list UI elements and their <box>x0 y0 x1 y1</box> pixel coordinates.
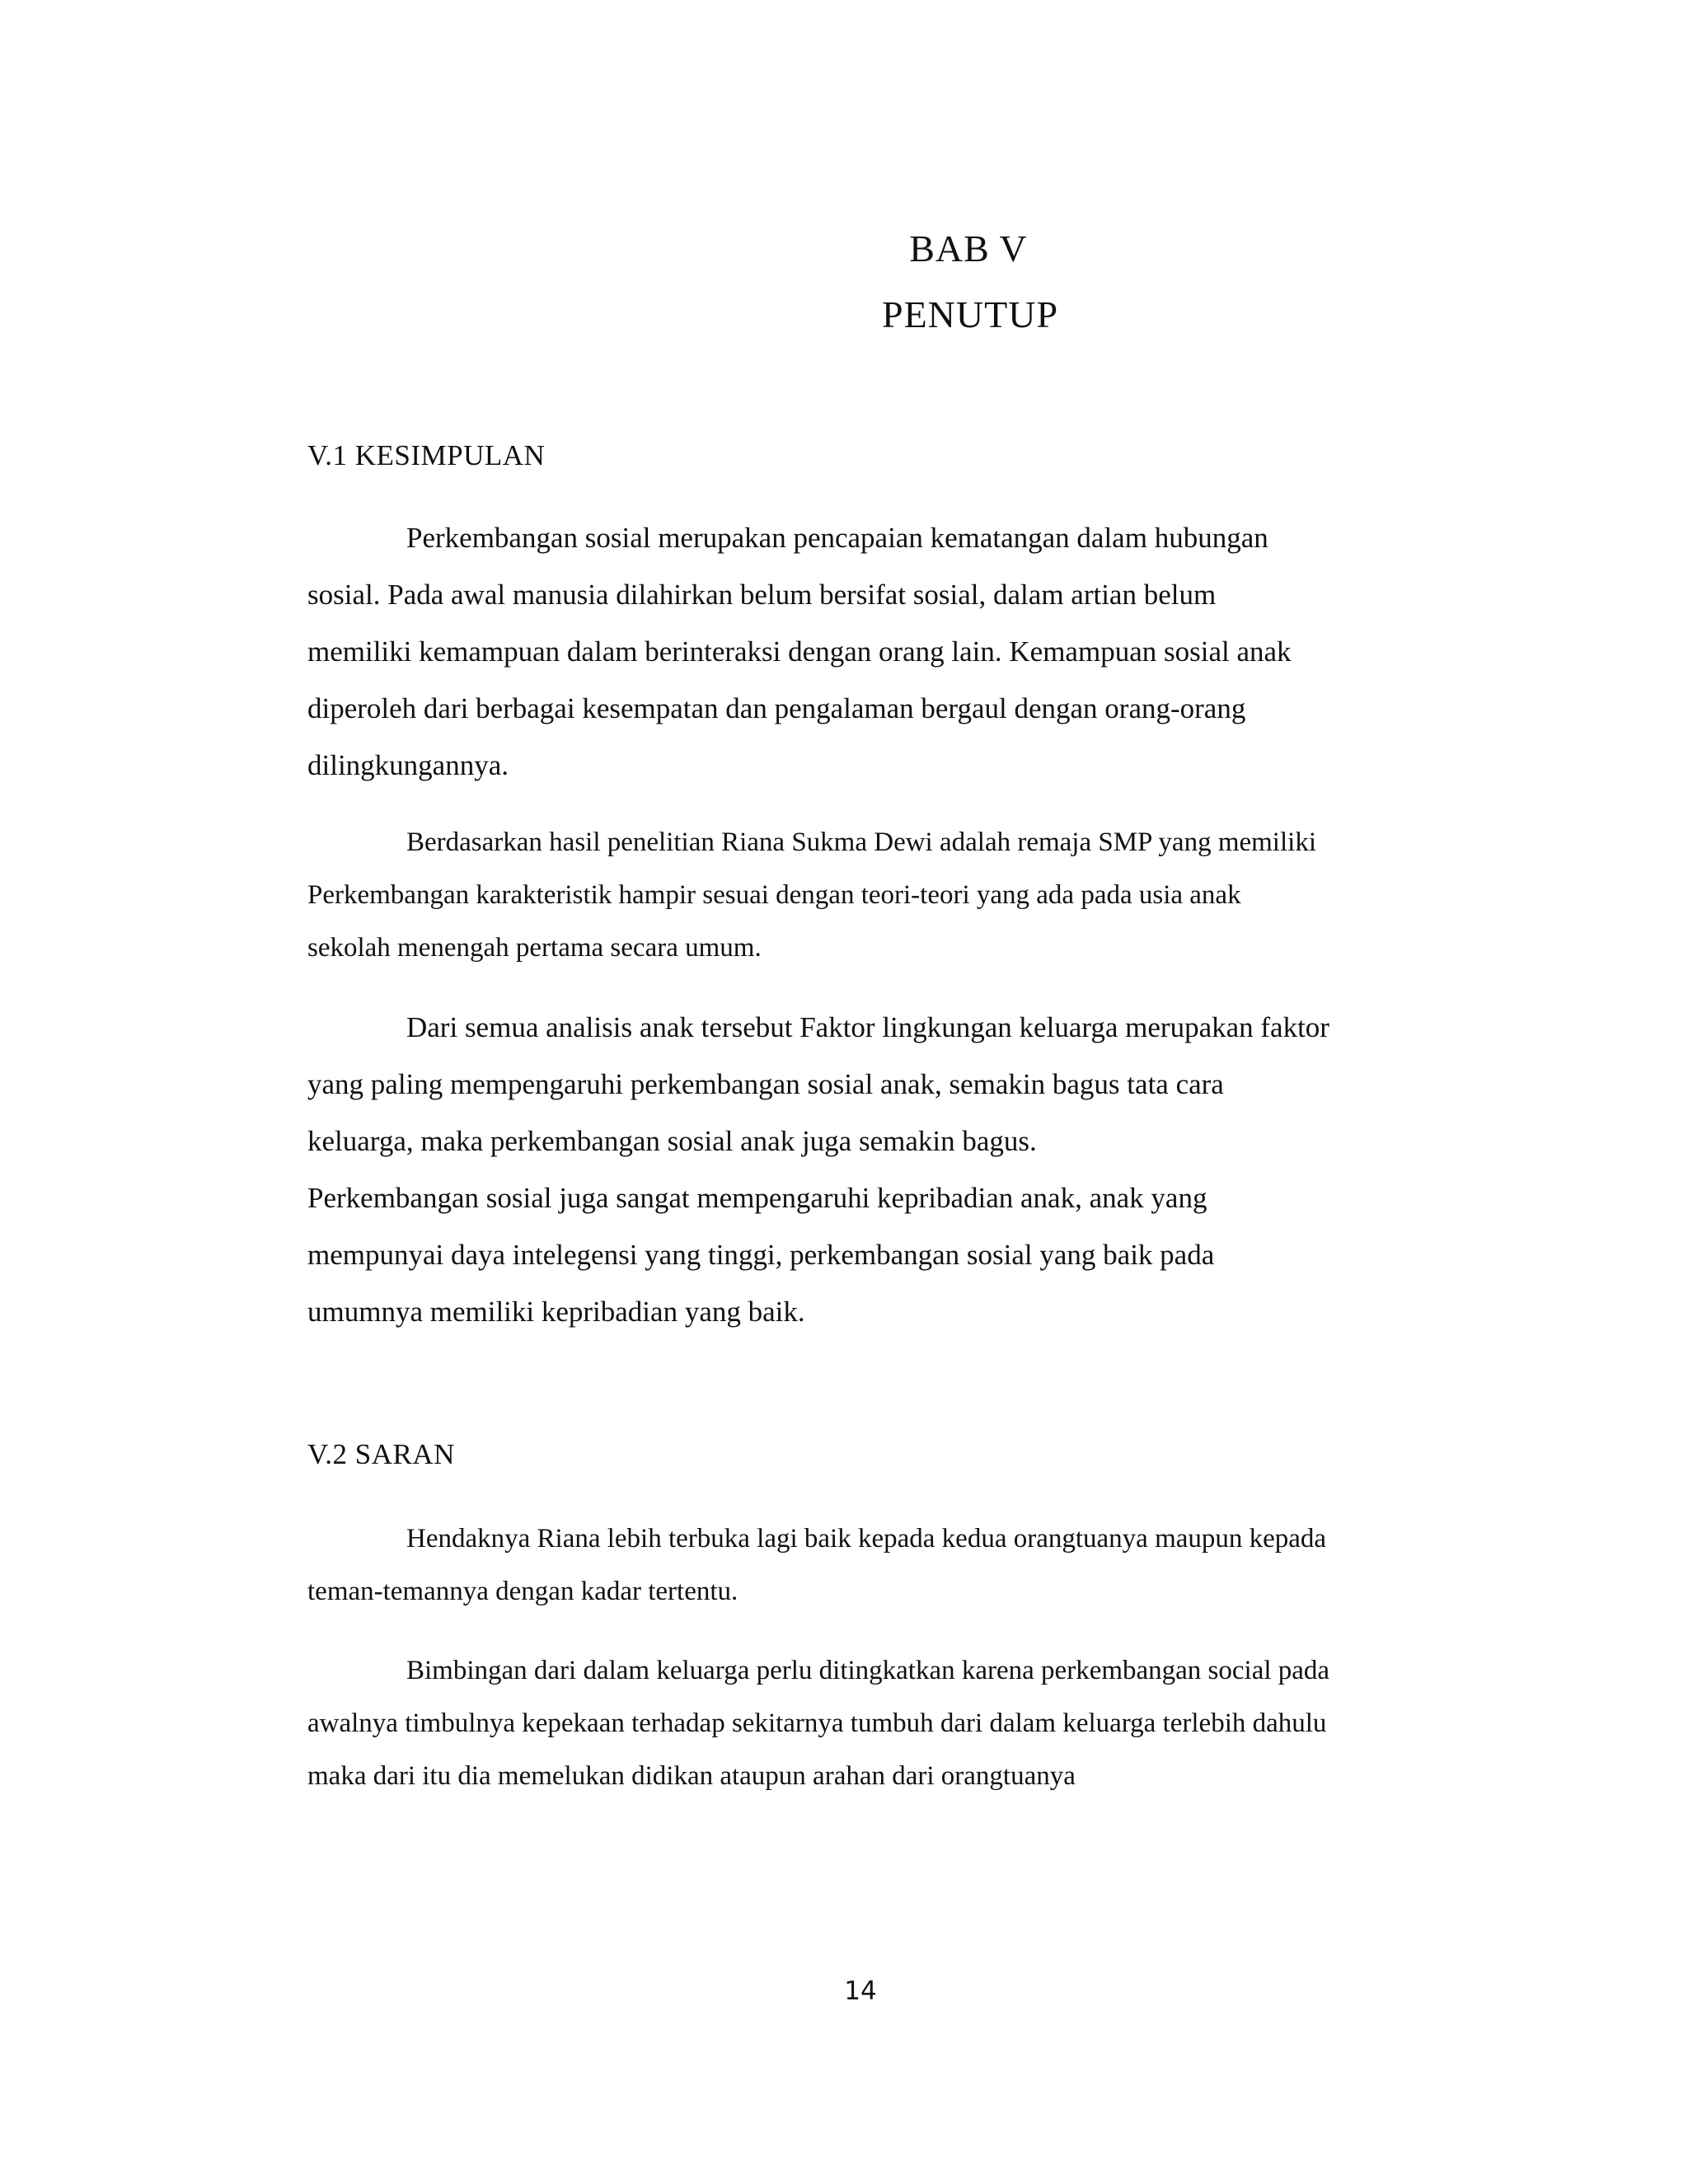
paragraph-line: Berdasarkan hasil penelitian Riana Sukma Dewi adalah remaja SMP yang memiliki <box>406 827 1316 857</box>
paragraph-line: memiliki kemampuan dalam berinteraksi dengan orang lain. Kemampuan sosial anak <box>307 635 1292 668</box>
paragraph <box>307 509 1428 794</box>
paragraph-line: sosial. Pada awal manusia dilahirkan belum bersifat sosial, dalam artian belum <box>307 579 1217 611</box>
page-number: 14 <box>844 1976 877 2006</box>
paragraph-line: Dari semua analisis anak tersebut Faktor lingkungan keluarga merupakan faktor <box>406 1011 1329 1043</box>
paragraph <box>307 816 1428 974</box>
paragraph-line: Hendaknya Riana lebih terbuka lagi baik kepada kedua orangtuanya maupun kepada <box>406 1524 1327 1554</box>
paragraph <box>307 1644 1428 1802</box>
paragraph-line: sekolah menengah pertama secara umum. <box>307 933 762 963</box>
chapter-title: PENUTUP <box>882 293 1059 335</box>
paragraph-line: teman-temannya dengan kadar tertentu. <box>307 1577 738 1606</box>
paragraph-line: dilingkungannya. <box>307 749 509 781</box>
paragraph-line: awalnya timbulnya kepekaan terhadap sekitarnya tumbuh dari dalam keluarga terlebih dahulu <box>307 1708 1327 1738</box>
paragraph-line: maka dari itu dia memelukan didikan ataupun arahan dari orangtuanya <box>307 1761 1076 1791</box>
paragraph-line: diperoleh dari berbagai kesempatan dan pengalaman bergaul dengan orang-orang <box>307 692 1246 724</box>
paragraph-line: Perkembangan karakteristik hampir sesuai dengan teori-teori yang ada pada usia anak <box>307 880 1241 910</box>
paragraph-line: Perkembangan sosial merupakan pencapaian kematangan dalam hubungan <box>406 522 1268 554</box>
paragraph-line: yang paling mempengaruhi perkembangan sosial anak, semakin bagus tata cara <box>307 1068 1224 1100</box>
paragraph <box>307 999 1428 1340</box>
chapter-number: BAB V <box>909 227 1028 269</box>
section-heading-saran: V.2 SARAN <box>307 1438 455 1470</box>
section-heading-kesimpulan: V.1 KESIMPULAN <box>307 439 546 471</box>
paragraph-line: Bimbingan dari dalam keluarga perlu ditingkatkan karena perkembangan social pada <box>406 1656 1330 1685</box>
paragraph-line: Perkembangan sosial juga sangat mempengaruhi kepribadian anak, anak yang <box>307 1182 1207 1214</box>
paragraph <box>307 1512 1428 1618</box>
paragraph-line: mempunyai daya intelegensi yang tinggi, perkembangan sosial yang baik pada <box>307 1239 1215 1271</box>
paragraph-line: keluarga, maka perkembangan sosial anak juga semakin bagus. <box>307 1125 1037 1157</box>
paragraph-line: umumnya memiliki kepribadian yang baik. <box>307 1296 805 1328</box>
